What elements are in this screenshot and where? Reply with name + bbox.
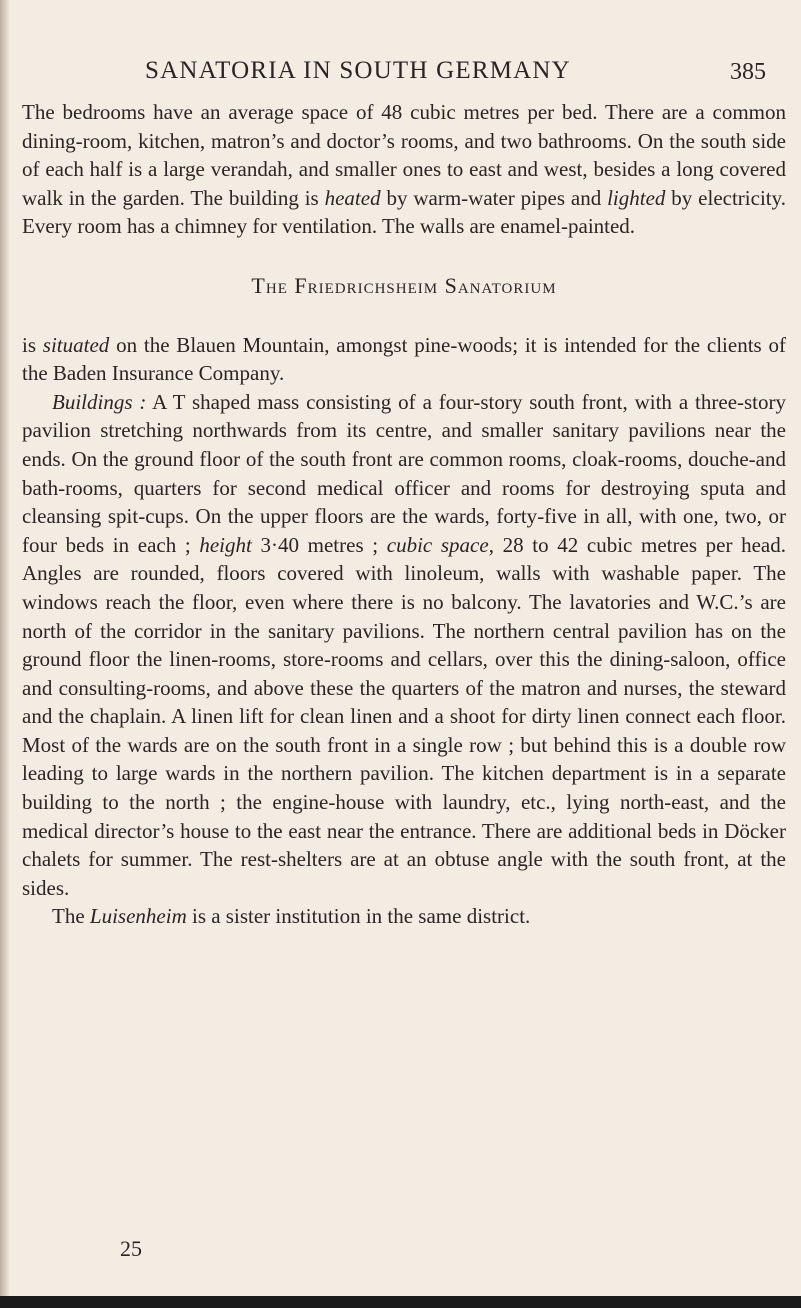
paragraph-text: The	[52, 904, 90, 929]
paragraph-text: A T shaped mass consisting of a four-story south front, with a three-story pavilion stretching northwards from its centre, and smaller sanitary pavilions near the ends. On the ground floor of the south front are common rooms, cloak-rooms, douche-and bath-rooms, quarters for second medical officer and rooms for destroying sputa and cleansing spit-cups. On the upper floors are the wards, forty-five in all, with one, two, or four beds in each ;	[22, 389, 787, 557]
signature-mark: 25	[120, 1236, 142, 1261]
italic-height: height	[199, 532, 252, 557]
paragraph-text: by electricity. Every room has a chimney for ventilation. The walls are enamel-painted.	[22, 185, 786, 239]
italic-heated: heated	[324, 185, 381, 210]
paragraph-text: 3·40 metres ;	[251, 532, 387, 557]
paragraph-situated	[22, 331, 786, 388]
italic-cubic-space: cubic space	[386, 532, 489, 557]
italic-buildings: Buildings :	[52, 389, 147, 414]
body-text	[22, 98, 786, 931]
italic-lighted: lighted	[607, 185, 666, 210]
paragraph-buildings	[22, 388, 786, 903]
italic-situated: situated	[42, 332, 110, 357]
paragraph-text: , 28 to 42 cubic metres per head. Angles are rounded, floors covered with linoleum, walls with washable paper. The windows reach the floor, even where there is no balcony. The lavatories and W.C.’s are north of the corridor in the sanitary pavilions. The northern central pavilion has on the ground floor the linen-rooms, store-rooms and cellars, over this the dining-saloon, office and consulting-rooms, and above these the quarters of the matron and nurses, the steward and the chaplain. A linen lift for clean linen and a shoot for dirty linen connect each floor. Most of the wards are on the south front in a single row ; but behind this is a double row leading to large wards in the northern pavilion. The kitchen department is in a separate building to the north ; the engine-house with laundry, etc., lying north-east, and the medical director’s house to the east near the entrance. There are additional beds in Döcker chalets for summer. The rest-shelters are at an obtuse angle with the south front, at the sides.	[22, 532, 786, 900]
paragraph-bedrooms	[22, 98, 786, 241]
paragraph-text: by warm-water pipes and	[380, 185, 608, 210]
page-number: 385	[730, 59, 766, 85]
page-bottom-edge	[0, 1296, 801, 1308]
paragraph-text: is a sister institution in the same district.	[186, 904, 531, 929]
paragraph-text: on the Blauen Mountain, amongst pine-woods; it is intended for the clients of the Baden Insurance Company.	[22, 332, 786, 386]
running-head	[145, 57, 801, 93]
paragraph-text: The bedrooms have an average space of 48 cubic metres per bed. There are a common dining-room, kitchen, matron’s and doctor’s rooms, and two bathrooms. On the south side of each half is a large verandah, and smaller ones to east and west, besides a long covered walk in the garden. The building is	[22, 100, 786, 210]
paragraph-text: is	[22, 332, 43, 357]
paragraph-luisenheim	[22, 902, 786, 931]
section-heading: The Friedrichsheim Sanatorium	[251, 272, 557, 298]
running-title: SANATORIA IN SOUTH GERMANY	[145, 57, 571, 84]
italic-luisenheim: Luisenheim	[89, 904, 187, 929]
